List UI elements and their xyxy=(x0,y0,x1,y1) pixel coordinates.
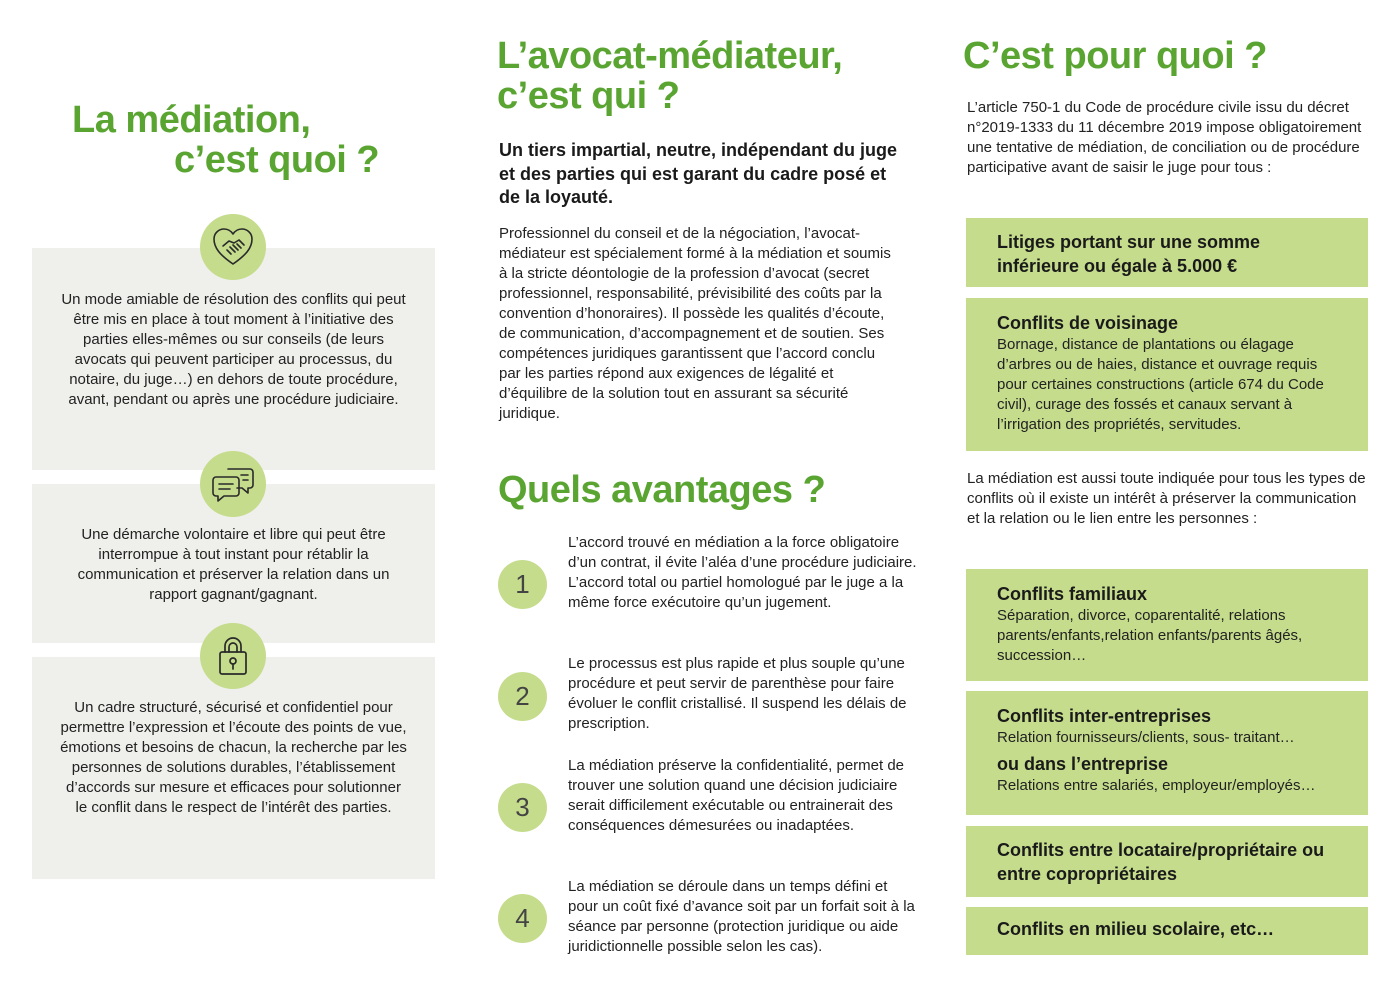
box-scolaire xyxy=(966,907,1368,955)
box-locataire-text: Conflits entre locataire/propriétaire ou entre copropriétaires xyxy=(997,840,1325,884)
avocat-lead: Un tiers impartial, neutre, indépendant du juge et des parties qui est garant du cadre posé et de la loyauté. xyxy=(499,140,898,207)
advantage-number: 4 xyxy=(498,894,547,943)
box-entreprise-title: ou dans l’entreprise xyxy=(997,754,1169,774)
col3-middle: La médiation est aussi toute indiquée pour tous les types de conflits où il existe un intérêt à préserver la communication et la relation ou le lien entre les personnes : xyxy=(967,470,1366,527)
box-entreprise-text: Relations entre salariés, employeur/employés… xyxy=(997,777,1316,794)
advantage-number: 3 xyxy=(498,783,547,832)
box-familiaux-text: Séparation, divorce, coparentalité, relations parents/enfants,relation enfants/parents âgés, succession… xyxy=(997,607,1303,664)
box-entreprises-text: Relation fournisseurs/clients, sous- traitant… xyxy=(997,729,1295,746)
info-box-cadre xyxy=(32,657,435,879)
advantage-text: Le processus est plus rapide et plus souple qu’une procédure et peut servir de parenthèse pour faire évoluer le conflit cristallisé. Il suspend les délais de prescription. xyxy=(568,655,907,732)
box-voisinage xyxy=(966,298,1368,451)
col3-intro: L’article 750-1 du Code de procédure civile issu du décret n°2019-1333 du 11 décembre 2019 impose obligatoirement une tentative de médiation, de conciliation ou de procédure participative avant de saisir le juge pour tous : xyxy=(967,99,1362,176)
col2-title-line1: L’avocat-médiateur, xyxy=(497,35,843,77)
box-familiaux xyxy=(966,569,1368,681)
col3-title: C’est pour quoi ? xyxy=(963,35,1267,77)
col2-title xyxy=(497,36,842,116)
info-box-text: Un cadre structuré, sécurisé et confidentiel pour permettre l’expression et l’écoute des points de vue, émotions et besoins de chacun, la recherche par les personnes de solutions durables, l’établissement d’accords sur mesure et efficaces pour solutionner le conflit dans le respect de l’intérêt des parties. xyxy=(60,699,407,816)
box-litiges xyxy=(966,218,1368,287)
advantage-text: L’accord trouvé en médiation a la force obligatoire d’un contrat, il évite l’aléa d’une procédure judiciaire. L’accord total ou partiel homologué par le juge a la même force exécutoire qu’un jugement. xyxy=(568,534,917,611)
box-voisinage-text: Bornage, distance de plantations ou élagage d’arbres ou de haies, distance et ouvrage requis pour certaines constructions (article 674 du Code civil), curage des fossés et canaux servant à l’irrigation des propriétés, servitudes. xyxy=(997,336,1324,433)
advantage-number: 1 xyxy=(498,560,547,609)
box-entreprises-title: Conflits inter-entreprises xyxy=(997,706,1212,726)
col1-title-line1: La médiation, xyxy=(72,99,311,141)
advantage-number: 2 xyxy=(498,672,547,721)
col1-title-line2: c’est quoi ? xyxy=(174,139,380,181)
box-locataire xyxy=(966,826,1368,897)
advantage-text: La médiation se déroule dans un temps défini et pour un coût fixé d’avance soit par un forfait soit à la séance par personne (protection juridique ou aide juridictionnelle possible selon les cas). xyxy=(568,878,915,955)
box-familiaux-title: Conflits familiaux xyxy=(997,584,1148,604)
advantage-text: La médiation préserve la confidentialité, permet de trouver une solution quand une décision judiciaire serait difficilement exécutable ou entrainerait des conséquences démesurées ou inadaptées. xyxy=(568,757,905,834)
speech-bubbles-icon xyxy=(200,451,266,517)
col1-title xyxy=(72,100,379,180)
info-box-text: Un mode amiable de résolution des conflits qui peut être mis en place à tout moment à l’initiative des parties elles-mêmes ou sur conseils (de leurs avocats qui peuvent participer au processus, du notaire, du juge…) en dehors de toute procédure, avant, pendant ou après une procédure judiciaire. xyxy=(61,291,406,408)
box-litiges-text: Litiges portant sur une somme inférieure ou égale à 5.000 € xyxy=(997,232,1261,276)
info-box-text: Une démarche volontaire et libre qui peut être interrompue à tout instant pour rétablir la communication et préserver la relation dans un rapport gagnant/gagnant. xyxy=(77,526,390,603)
handshake-heart-icon xyxy=(200,214,266,280)
box-voisinage-title: Conflits de voisinage xyxy=(997,313,1179,333)
box-scolaire-text: Conflits en milieu scolaire, etc… xyxy=(997,919,1275,939)
info-box-mode-amiable xyxy=(32,248,435,470)
col2-title-line2: c’est qui ? xyxy=(497,75,680,117)
advantages-title: Quels avantages ? xyxy=(498,469,826,511)
box-entreprises xyxy=(966,691,1368,815)
padlock-icon xyxy=(200,623,266,689)
avocat-body: Professionnel du conseil et de la négociation, l’avocat-médiateur est spécialement formé à la médiation et soumis à la stricte déontologie de la profession d’avocat (secret professionnel, responsabilité, prévisibilité des coûts par la convention d’honoraires). Il possède les qualités d’écoute, de communication, d’accompagnement et de soutien. Ses compétences juridiques garantissent que l’accord conclu par les parties répond aux exigences de légalité et d’équilibre de la solution tout en assurant sa sécurité juridique. xyxy=(499,225,891,422)
